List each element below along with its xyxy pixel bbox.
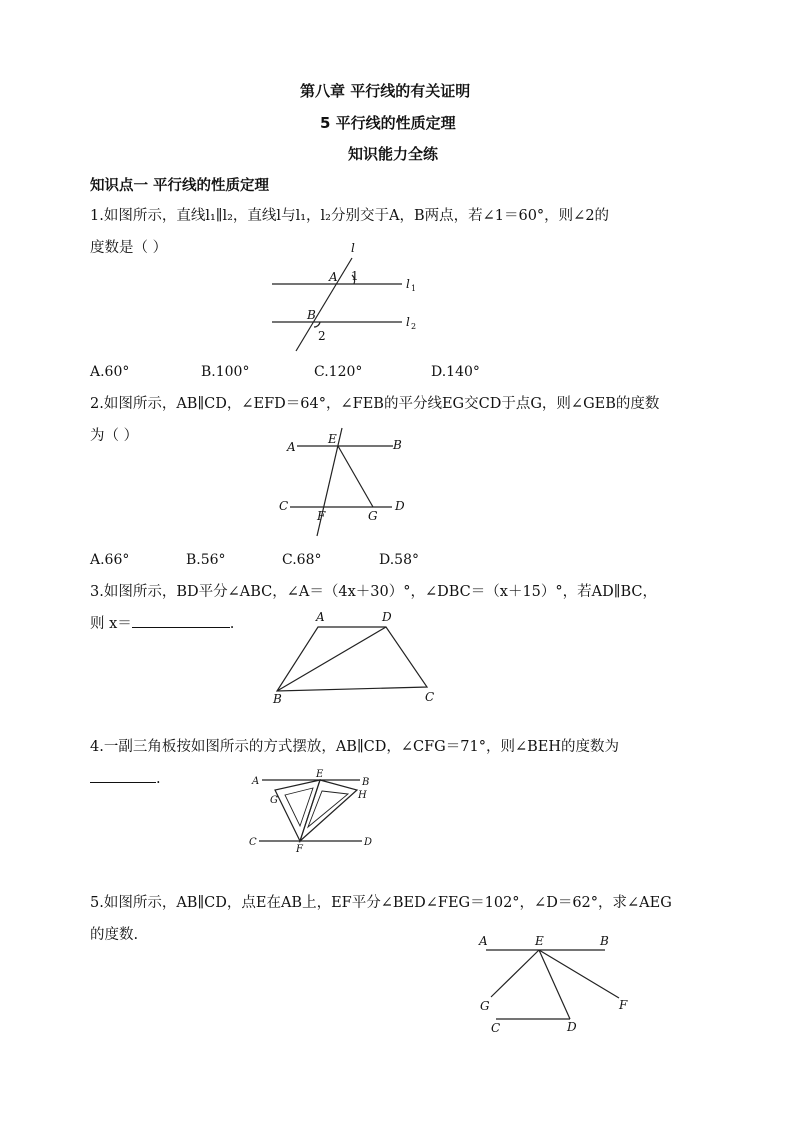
q1-label-2: 2 (318, 329, 326, 343)
q2-label-C: C (279, 499, 289, 513)
section-title: 知识能力全练 (348, 145, 439, 163)
q3-label-C: C (425, 690, 435, 704)
q4-label-A: A (252, 776, 260, 787)
q4-label-D: D (364, 837, 373, 848)
q2-label-G: G (368, 509, 378, 523)
q5-segment-ED (539, 950, 570, 1019)
q1-option-d: D.140° (431, 364, 480, 380)
q4-label-C: C (249, 837, 257, 848)
lesson-title: 5 平行线的性质定理 (320, 114, 456, 132)
q4-label-B: B (362, 777, 370, 788)
q5-label-A: A (479, 934, 488, 948)
q1-stem-line2: 度数是（ ） (90, 240, 168, 256)
q4-label-E: E (316, 769, 324, 780)
q5-label-D: D (567, 1020, 577, 1034)
q4-label-G: G (270, 795, 278, 806)
q2-option-d: D.58° (379, 552, 419, 568)
chapter-title: 第八章 平行线的有关证明 (300, 82, 471, 100)
q2-stem-line2: 为（ ） (90, 428, 139, 444)
q5-stem-line2: 的度数. (90, 927, 139, 943)
q1-stem-line1: 1.如图所示，直线l₁∥l₂，直线l与l₁，l₂分别交于A，B两点，若∠1＝60°，则∠2的 (90, 208, 610, 224)
q5-label-E: E (535, 934, 544, 948)
q1-option-b: B.100° (201, 364, 250, 380)
q1-label-l1-sub: 1 (411, 284, 417, 293)
q1-label-l: l (351, 241, 355, 255)
q1-label-l2: l (406, 315, 410, 329)
q5-label-C: C (491, 1021, 501, 1035)
q3-label-A: A (316, 610, 325, 624)
q1-option-a: A.60° (90, 364, 130, 380)
q1-label-l1: l (406, 277, 410, 291)
q5-ray-EF (539, 950, 619, 998)
q3-label-D: D (382, 610, 392, 624)
q2-stem-line1: 2.如图所示，AB∥CD，∠EFD＝64°，∠FEB的平分线EG交CD于点G，则∠GEB的度数 (90, 396, 660, 412)
q2-option-c: C.68° (282, 552, 322, 568)
q5-label-F: F (619, 998, 628, 1012)
q5-label-G: G (480, 999, 490, 1013)
q3-stem-line1: 3.如图所示，BD平分∠ABC，∠A＝（4x＋30）°，∠DBC＝（x＋15）°，若AD∥BC， (90, 584, 657, 600)
q2-label-E: E (328, 432, 337, 446)
q5-stem-line1: 5.如图所示，AB∥CD，点E在AB上，EF平分∠BED∠FEG＝102°，∠D＝62°，求∠AEG (90, 895, 672, 911)
q3-label-B: B (273, 692, 282, 706)
q1-label-l2-sub: 2 (411, 322, 417, 331)
q2-label-A: A (287, 440, 296, 454)
q2-label-B: B (393, 438, 402, 452)
q2-option-b: B.56° (186, 552, 226, 568)
knowledge-point-heading: 知识点一 平行线的性质定理 (90, 178, 270, 194)
q4-suffix: . (156, 771, 161, 787)
q2-label-F: F (317, 509, 326, 523)
q3-prefix: 则 x＝ (90, 616, 132, 632)
q1-label-1: 1 (351, 269, 359, 283)
q3-suffix: . (229, 616, 235, 632)
q1-label-B: B (307, 308, 316, 322)
q5-ray-EG (491, 950, 539, 997)
q1-option-c: C.120° (314, 364, 363, 380)
q4-stem-line1: 4.一副三角板按如图所示的方式摆放，AB∥CD，∠CFG＝71°，则∠BEH的度数为 (90, 739, 619, 755)
q2-label-D: D (395, 499, 405, 513)
q4-label-F: F (296, 844, 303, 855)
q2-option-a: A.66° (90, 552, 130, 568)
q1-label-A: A (329, 270, 338, 284)
q4-label-H: H (358, 790, 367, 801)
q5-label-B: B (600, 934, 609, 948)
